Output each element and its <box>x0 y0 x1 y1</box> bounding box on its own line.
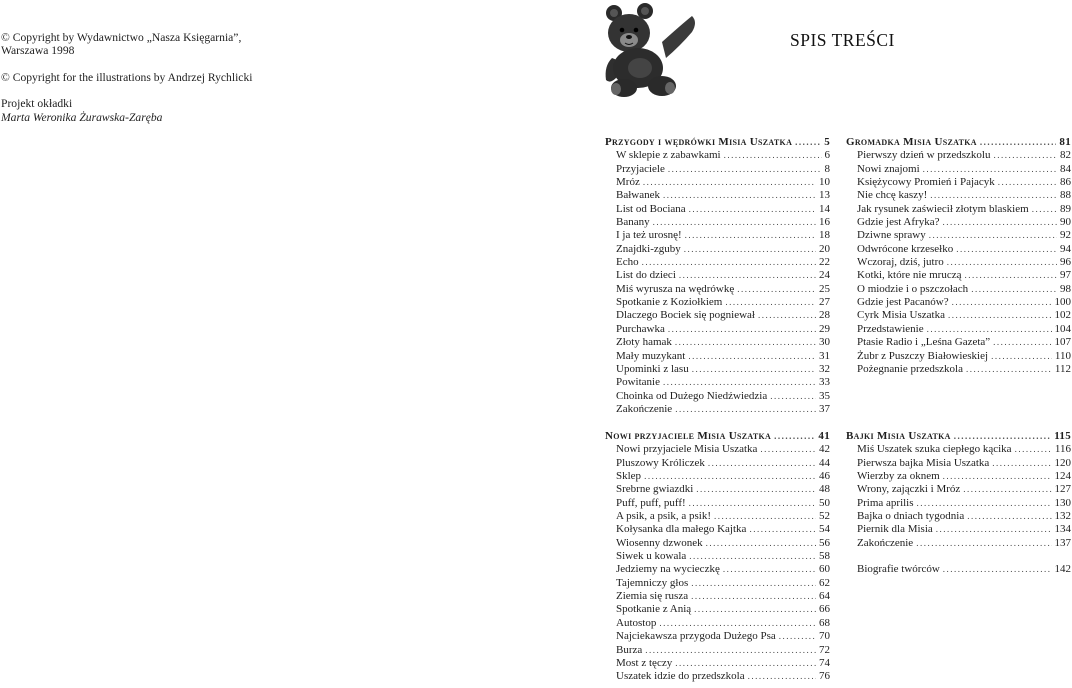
section-title: Bajki Misia Uszatka <box>846 430 951 442</box>
toc-item-biographies <box>846 563 1071 576</box>
page-number: 115 <box>1054 430 1071 442</box>
page-number: 86 <box>1060 176 1071 189</box>
dot-leader <box>696 483 816 496</box>
toc-section-1 <box>605 136 830 416</box>
page-number: 96 <box>1060 256 1071 269</box>
page-number: 90 <box>1060 216 1071 229</box>
toc-item <box>605 203 830 216</box>
toc-section-heading <box>605 136 830 149</box>
toc-item <box>605 670 830 683</box>
item-label: Sklep <box>616 470 642 483</box>
page-number: 98 <box>1060 282 1071 295</box>
toc-item <box>846 443 1071 456</box>
dot-leader <box>723 563 816 576</box>
item-label: Pożegnanie przedszkola <box>857 362 963 375</box>
toc-item <box>846 483 1071 496</box>
toc-item <box>605 457 830 470</box>
page-number: 41 <box>818 430 830 442</box>
page-number: 14 <box>819 202 830 215</box>
page-number: 42 <box>819 443 830 456</box>
page-number: 30 <box>819 336 830 349</box>
dot-leader <box>689 550 816 563</box>
dot-leader <box>963 483 1051 496</box>
dot-leader <box>645 644 816 657</box>
dot-leader <box>684 243 816 256</box>
section-title: Gromadka Misia Uszatka <box>846 136 977 148</box>
toc-item <box>605 376 830 389</box>
toc-item <box>605 296 830 309</box>
toc-item <box>605 163 830 176</box>
toc-item <box>846 163 1071 176</box>
toc-item <box>846 323 1071 336</box>
item-label: Kołysanka dla małego Kajtka <box>616 523 747 536</box>
dot-leader <box>668 163 822 176</box>
item-label: Bajka o dniach tygodnia <box>857 510 965 523</box>
toc-item <box>605 510 830 523</box>
item-label: Puff, puff, puff! <box>616 496 686 509</box>
dot-leader <box>998 176 1057 189</box>
dot-leader <box>758 309 816 322</box>
dot-leader <box>966 363 1052 376</box>
dot-leader <box>993 336 1051 349</box>
toc-item <box>846 216 1071 229</box>
page-number: 84 <box>1060 162 1071 175</box>
toc-item <box>605 176 830 189</box>
dot-leader <box>774 430 815 443</box>
toc-section-heading <box>846 430 1071 443</box>
item-label: Miś wyrusza na wędrówkę <box>616 282 735 295</box>
page-number: 60 <box>819 563 830 576</box>
item-label: Upominki z lasu <box>616 362 689 375</box>
item-label: Przyjaciele <box>616 162 665 175</box>
item-label: A psik, a psik, a psik! <box>616 510 712 523</box>
page-number: 66 <box>819 603 830 616</box>
toc-item <box>605 189 830 202</box>
toc-item <box>846 176 1071 189</box>
toc-item <box>605 603 830 616</box>
page-number: 25 <box>819 282 830 295</box>
toc-item <box>605 617 830 630</box>
dot-leader <box>689 203 816 216</box>
item-label: I ja też urosnę! <box>616 229 682 242</box>
toc-item <box>846 243 1071 256</box>
dot-leader <box>956 243 1057 256</box>
page-number: 132 <box>1054 510 1071 523</box>
item-label: Cyrk Misia Uszatka <box>857 309 945 322</box>
page-number: 13 <box>819 189 830 202</box>
page-number: 72 <box>819 643 830 656</box>
toc-item <box>846 510 1071 523</box>
toc-section-heading <box>605 430 830 443</box>
toc-item-list <box>846 443 1071 550</box>
item-label: Gdzie jest Pacanów? <box>857 296 949 309</box>
dot-leader <box>706 537 816 550</box>
dot-leader <box>954 430 1051 443</box>
dot-leader <box>1015 443 1052 456</box>
dot-leader <box>760 443 816 456</box>
toc-item <box>846 229 1071 242</box>
toc-item <box>605 229 830 242</box>
page-number: 6 <box>824 149 830 162</box>
cover-design-label: Projekt okładki <box>1 97 73 111</box>
page-number: 89 <box>1060 202 1071 215</box>
dot-leader <box>748 670 816 683</box>
item-label: Gdzie jest Afryka? <box>857 216 940 229</box>
page-number: 54 <box>819 523 830 536</box>
item-label: List od Bociana <box>616 202 686 215</box>
dot-leader <box>942 216 1057 229</box>
page-number: 62 <box>819 576 830 589</box>
page-number: 8 <box>824 162 830 175</box>
toc-item <box>605 269 830 282</box>
dot-leader <box>927 323 1052 336</box>
item-label: Most z tęczy <box>616 656 673 669</box>
item-label: Nowi przyjaciele Misia Uszatka <box>616 443 758 456</box>
page-number: 102 <box>1054 309 1071 322</box>
dot-leader <box>653 216 816 229</box>
page-number: 27 <box>819 296 830 309</box>
item-label: Spotkanie z Koziołkiem <box>616 296 723 309</box>
dot-leader <box>992 457 1051 470</box>
toc-item <box>846 523 1071 536</box>
page-number: 70 <box>819 630 830 643</box>
page-number: 58 <box>819 550 830 563</box>
item-label: Nie chcę kaszy! <box>857 189 928 202</box>
dot-leader <box>994 149 1058 162</box>
dot-leader <box>644 470 816 483</box>
dot-leader <box>916 537 1051 550</box>
item-label: Wczoraj, dziś, jutro <box>857 256 944 269</box>
page-number: 120 <box>1054 456 1071 469</box>
item-label: Jak rysunek zaświecił złotym blaskiem <box>857 202 1029 215</box>
dot-leader <box>685 229 816 242</box>
page-number: 44 <box>819 456 830 469</box>
copyright-publisher-city: Warszawa 1998 <box>1 44 75 58</box>
toc-item <box>846 283 1071 296</box>
dot-leader <box>675 657 816 670</box>
item-label: List do dzieci <box>616 269 676 282</box>
page-number: 74 <box>819 656 830 669</box>
page-number: 142 <box>1054 563 1071 576</box>
toc-item-list <box>846 149 1071 376</box>
item-label: Wiosenny dzwonek <box>616 536 703 549</box>
dot-leader <box>917 497 1052 510</box>
item-label: Miś Uszatek szuka ciepłego kącika <box>857 443 1012 456</box>
toc-item <box>605 470 830 483</box>
item-label: Zakończenie <box>616 402 673 415</box>
item-label: Purchawka <box>616 322 665 335</box>
toc-item <box>605 243 830 256</box>
item-label: Pierwsza bajka Misia Uszatka <box>857 456 990 469</box>
dot-leader <box>980 136 1057 149</box>
toc-item <box>605 644 830 657</box>
page-number: 94 <box>1060 242 1071 255</box>
page-number: 10 <box>819 176 830 189</box>
item-label: Pierwszy dzień w przedszkolu <box>857 149 991 162</box>
page-number: 92 <box>1060 229 1071 242</box>
toc-item <box>605 443 830 456</box>
toc-section-3 <box>605 430 830 684</box>
item-label: Kotki, które nie mruczą <box>857 269 962 282</box>
item-label: Zakończenie <box>857 536 914 549</box>
item-label: Choinka od Dużego Niedźwiedzia <box>616 389 768 402</box>
credits-block <box>1 31 301 124</box>
toc-item <box>605 657 830 670</box>
dot-leader <box>724 149 822 162</box>
item-label: Ziemia się rusza <box>616 590 689 603</box>
dot-leader <box>770 390 816 403</box>
item-label: Srebrne gwiazdki <box>616 483 694 496</box>
item-label: Wrony, zajączki i Mróz <box>857 483 961 496</box>
dot-leader <box>737 283 816 296</box>
dot-leader <box>952 296 1052 309</box>
page-number: 137 <box>1054 536 1071 549</box>
page-number: 48 <box>819 483 830 496</box>
page-number: 124 <box>1054 470 1071 483</box>
dot-leader <box>943 470 1052 483</box>
dot-leader <box>947 256 1057 269</box>
page-number: 50 <box>819 496 830 509</box>
toc-item <box>846 296 1071 309</box>
toc-item <box>605 256 830 269</box>
page-number: 82 <box>1060 149 1071 162</box>
dot-leader <box>943 563 1052 576</box>
toc-item <box>846 203 1071 216</box>
item-label: Dlaczego Bociek się pogniewał <box>616 309 755 322</box>
item-label: Złoty hamak <box>616 336 672 349</box>
page-number: 31 <box>819 349 830 362</box>
page-number: 130 <box>1054 496 1071 509</box>
dot-leader <box>964 269 1057 282</box>
page-number: 24 <box>819 269 830 282</box>
dot-leader <box>795 136 821 149</box>
item-label: Powitanie <box>616 376 660 389</box>
page-number: 116 <box>1054 443 1071 456</box>
item-label: Znajdki-zguby <box>616 242 681 255</box>
dot-leader <box>779 630 816 643</box>
dot-leader <box>749 523 816 536</box>
item-label: Ptasie Radio i „Leśna Gazeta” <box>857 336 991 349</box>
item-label: Jedziemy na wycieczkę <box>616 563 720 576</box>
toc-item <box>605 497 830 510</box>
page-number: 35 <box>819 389 830 402</box>
page-number: 64 <box>819 590 830 603</box>
toc-item <box>605 336 830 349</box>
dot-leader <box>991 350 1052 363</box>
dot-leader <box>971 283 1057 296</box>
page-number: 100 <box>1054 296 1071 309</box>
dot-leader <box>691 577 816 590</box>
page-number: 68 <box>819 616 830 629</box>
item-label: Banany <box>616 216 650 229</box>
page-number: 5 <box>824 136 830 148</box>
section-title: Nowi przyjaciele Misia Uszatka <box>605 430 772 442</box>
page-number: 88 <box>1060 189 1071 202</box>
page-number: 97 <box>1060 269 1071 282</box>
dot-leader <box>689 497 816 510</box>
item-label: Echo <box>616 256 639 269</box>
dot-leader <box>930 189 1057 202</box>
item-label: Odwrócone krzesełko <box>857 242 954 255</box>
toc-item <box>846 470 1071 483</box>
item-label: Najciekawsza przygoda Dużego Psa <box>616 630 776 643</box>
toc-item <box>605 323 830 336</box>
copyright-illustrations: © Copyright for the illustrations by Andrzej Rychlicki <box>1 70 253 84</box>
page-number: 29 <box>819 322 830 335</box>
toc-item <box>846 256 1071 269</box>
toc-item <box>846 350 1071 363</box>
page-number: 20 <box>819 242 830 255</box>
page-number: 110 <box>1054 349 1071 362</box>
item-label: Wierzby za oknem <box>857 470 940 483</box>
toc-section-4 <box>846 430 1071 577</box>
toc-item <box>846 497 1071 510</box>
toc-item <box>605 483 830 496</box>
page-number: 104 <box>1054 322 1071 335</box>
dot-leader <box>663 189 816 202</box>
dot-leader <box>923 163 1057 176</box>
toc-item <box>605 537 830 550</box>
toc-item <box>846 189 1071 202</box>
page-number: 33 <box>819 376 830 389</box>
toc-item <box>605 149 830 162</box>
page-number: 52 <box>819 510 830 523</box>
dot-leader <box>725 296 816 309</box>
toc-item <box>605 363 830 376</box>
page-number: 127 <box>1054 483 1071 496</box>
dot-leader <box>668 323 816 336</box>
page-number: 56 <box>819 536 830 549</box>
item-label: Spotkanie z Anią <box>616 603 692 616</box>
page-number: 112 <box>1054 362 1071 375</box>
toc-item <box>605 590 830 603</box>
dot-leader <box>663 376 816 389</box>
toc-item <box>846 457 1071 470</box>
item-label: Uszatek idzie do przedszkola <box>616 670 745 683</box>
toc-item <box>605 523 830 536</box>
item-label: Bałwanek <box>616 189 660 202</box>
toc-section-2 <box>846 136 1071 376</box>
dot-leader <box>694 603 816 616</box>
item-label: Tajemniczy głos <box>616 576 689 589</box>
toc-item <box>605 403 830 416</box>
dot-leader <box>967 510 1051 523</box>
item-label: Piernik dla Misia <box>857 523 933 536</box>
dot-leader <box>643 176 816 189</box>
toc-item <box>605 216 830 229</box>
cover-designer: Marta Weronika Żurawska-Zaręba <box>1 110 163 124</box>
toc-title: SPIS TREŚCI <box>790 30 895 50</box>
page-number: 76 <box>819 670 830 683</box>
toc-item <box>605 630 830 643</box>
dot-leader <box>679 269 816 282</box>
item-label: Księżycowy Promień i Pajacyk <box>857 176 995 189</box>
page-number: 134 <box>1054 523 1071 536</box>
item-label: Mróz <box>616 176 640 189</box>
toc-section-heading <box>846 136 1071 149</box>
page-number: 81 <box>1059 136 1071 148</box>
page-number: 22 <box>819 256 830 269</box>
item-label: Autostop <box>616 616 657 629</box>
item-label: Siwek u kowala <box>616 550 687 563</box>
item-label: Prima aprilis <box>857 496 914 509</box>
page-number: 46 <box>819 470 830 483</box>
dot-leader <box>675 336 816 349</box>
toc-item-list <box>605 149 830 416</box>
toc-item <box>605 390 830 403</box>
dot-leader <box>936 523 1052 536</box>
toc-item <box>605 350 830 363</box>
teddy-bear-illustration <box>600 2 700 102</box>
dot-leader <box>1032 203 1057 216</box>
item-label: Przedstawienie <box>857 322 924 335</box>
toc-item <box>846 269 1071 282</box>
dot-leader <box>642 256 816 269</box>
dot-leader <box>688 350 816 363</box>
page-number: 16 <box>819 216 830 229</box>
item-label: W sklepie z zabawkami <box>616 149 721 162</box>
page-number: 32 <box>819 362 830 375</box>
dot-leader <box>692 363 816 376</box>
toc-item <box>605 550 830 563</box>
item-label: Pluszowy Króliczek <box>616 456 705 469</box>
item-label: O miodzie i o pszczołach <box>857 282 969 295</box>
dot-leader <box>708 457 816 470</box>
toc-item <box>846 309 1071 322</box>
toc-item <box>846 149 1071 162</box>
toc-item <box>605 309 830 322</box>
item-label: Mały muzykant <box>616 349 686 362</box>
toc-item <box>605 577 830 590</box>
toc-item-list <box>605 443 830 683</box>
item-label: Żubr z Puszczy Białowieskiej <box>857 349 989 362</box>
dot-leader <box>691 590 816 603</box>
toc-item <box>605 283 830 296</box>
dot-leader <box>675 403 816 416</box>
toc-item <box>605 563 830 576</box>
dot-leader <box>659 617 816 630</box>
item-label: Burza <box>616 643 643 656</box>
page-number: 107 <box>1054 336 1071 349</box>
copyright-publisher: © Copyright by Wydawnictwo „Nasza Księgarnia”, <box>1 31 242 44</box>
dot-leader <box>948 309 1052 322</box>
dot-leader <box>714 510 816 523</box>
toc-item <box>846 537 1071 550</box>
page-number: 28 <box>819 309 830 322</box>
page-number: 37 <box>819 402 830 415</box>
item-label: Biografie twórców <box>857 563 940 576</box>
item-label: Nowi znajomi <box>857 162 920 175</box>
page-number: 18 <box>819 229 830 242</box>
toc-item <box>846 336 1071 349</box>
dot-leader <box>929 229 1057 242</box>
toc-item <box>846 363 1071 376</box>
item-label: Dziwne sprawy <box>857 229 926 242</box>
section-title: Przygody i wędrówki Misia Uszatka <box>605 136 793 148</box>
